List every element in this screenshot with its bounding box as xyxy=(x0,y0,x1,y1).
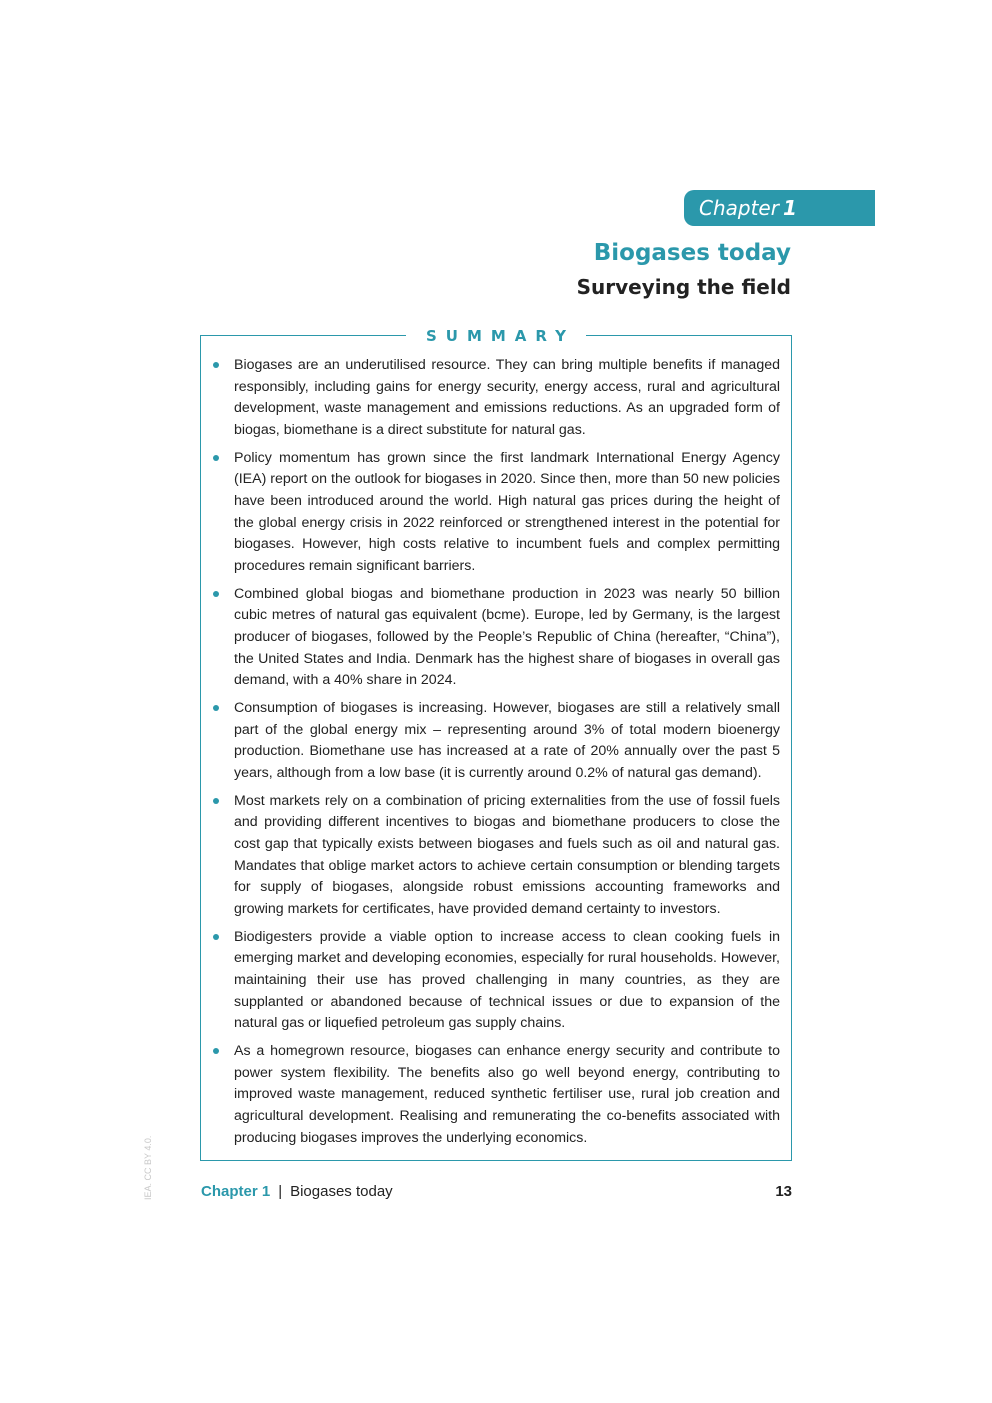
summary-bullet-text: Consumption of biogases is increasing. However, biogases are still a relatively small part of the global energy mix – representing around 3% of total modern bioenergy production. Biomethane use has increased at a rate of 20% annually over the past 5 years, although from a low base (it is currently around 0.2% of natural gas demand). xyxy=(234,700,780,781)
footer-separator: | xyxy=(278,1183,283,1200)
summary-bullet-list xyxy=(213,355,780,1156)
page-footer xyxy=(201,1182,792,1202)
page-subtitle: Surveying the field xyxy=(576,275,791,299)
footer-section: Biogases today xyxy=(290,1183,393,1200)
license-text: IEA. CC BY 4.0. xyxy=(143,1135,153,1200)
bullet-dot-icon xyxy=(213,362,219,368)
summary-bullet xyxy=(213,584,780,692)
bullet-dot-icon xyxy=(213,1048,219,1054)
summary-bullet-text: Policy momentum has grown since the first landmark International Energy Agency (IEA) report on the outlook for biogases in 2020. Since then, more than 50 new policies have been introduced around the world. High natural gas prices during the height of the global energy crisis in 2022 reinforced or strengthened interest in the potential for biogases. However, high costs relative to incumbent fuels and complex permitting procedures remain significant barriers. xyxy=(234,449,780,574)
bullet-dot-icon xyxy=(213,591,219,597)
bullet-dot-icon xyxy=(213,798,219,804)
summary-heading: SUMMARY xyxy=(406,326,586,346)
bullet-dot-icon xyxy=(213,705,219,711)
footer-chapter: Chapter 1 xyxy=(201,1183,271,1200)
chapter-tab-label: Chapter xyxy=(699,196,779,220)
bullet-dot-icon xyxy=(213,455,219,461)
page-number: 13 xyxy=(775,1183,792,1200)
summary-bullet xyxy=(213,791,780,921)
summary-bullet xyxy=(213,927,780,1035)
bullet-dot-icon xyxy=(213,934,219,940)
summary-bullet-text: Combined global biogas and biomethane production in 2023 was nearly 50 billion cubic metres of natural gas equivalent (bcme). Europe, led by Germany, is the largest producer of biogases, followed by the People’s Republic of China (hereafter, “China”), the United States and India. Denmark has the highest share of biogases in overall gas demand, with a 40% share in 2024. xyxy=(234,585,780,689)
summary-bullet xyxy=(213,355,780,441)
summary-bullet-text: As a homegrown resource, biogases can enhance energy security and contribute to power system flexibility. The benefits also go well beyond energy, contributing to improved waste management, reduced synthetic fertiliser use, rural job creation and agricultural development. Realising and remunerating the co-benefits associated with producing biogases improves the underlying economics. xyxy=(234,1043,780,1146)
summary-bullet xyxy=(213,1041,780,1149)
page-title: Biogases today xyxy=(593,240,791,266)
summary-bullet-text: Biogases are an underutilised resource. They can bring multiple benefits if managed responsibly, including gains for energy security, energy access, rural and agricultural development, waste management and emissions reductions. As an upgraded form of biogas, biomethane is a direct substitute for natural gas. xyxy=(234,357,780,438)
chapter-tab-number: 1 xyxy=(782,196,797,220)
summary-bullet xyxy=(213,698,780,784)
summary-bullet-text: Biodigesters provide a viable option to increase access to clean cooking fuels in emerging market and developing economies, especially for rural households. However, maintaining their use has proved challenging in many countries, as they are supplanted or abandoned because of technical issues or due to expansion of the natural gas or liquefied petroleum gas supply chains. xyxy=(234,928,780,1032)
summary-bullet-text: Most markets rely on a combination of pricing externalities from the use of fossil fuels and providing different incentives to biogas and biomethane producers to close the cost gap that typically exists between biogases and fuels such as oil and natural gas. Mandates that oblige market actors to achieve certain consumption or blending targets for supply of biogases, alongside robust emissions accounting frameworks and growing markets for certificates, have provided demand certainty to investors. xyxy=(234,792,780,917)
chapter-tab xyxy=(684,190,875,226)
summary-bullet xyxy=(213,448,780,578)
summary-heading-wrap xyxy=(200,326,792,346)
